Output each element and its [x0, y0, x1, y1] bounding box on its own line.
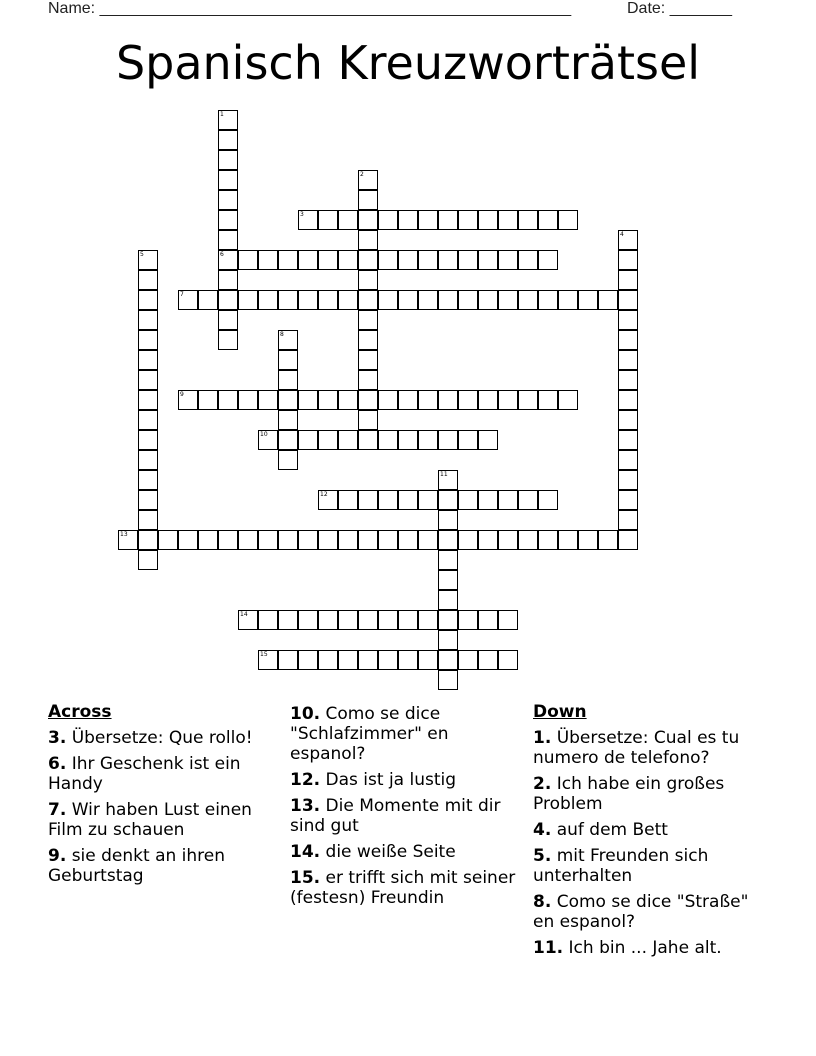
grid-cell[interactable]: [418, 490, 438, 510]
grid-cell[interactable]: [438, 550, 458, 570]
grid-cell[interactable]: [618, 250, 638, 270]
grid-cell[interactable]: [418, 650, 438, 670]
grid-cell[interactable]: [538, 290, 558, 310]
grid-cell[interactable]: [438, 210, 458, 230]
grid-cell[interactable]: [618, 470, 638, 490]
grid-cell[interactable]: [378, 530, 398, 550]
grid-cell[interactable]: [178, 390, 198, 410]
grid-cell[interactable]: [338, 650, 358, 670]
grid-cell[interactable]: [138, 370, 158, 390]
grid-cell[interactable]: [378, 390, 398, 410]
grid-cell[interactable]: [358, 270, 378, 290]
grid-cell[interactable]: [358, 530, 378, 550]
grid-cell[interactable]: [478, 610, 498, 630]
grid-cell[interactable]: [138, 550, 158, 570]
down-clue-2: 2. Ich habe ein großes Problem: [533, 774, 725, 814]
across-clue-14: 14. die weiße Seite: [290, 842, 456, 862]
grid-cell[interactable]: [318, 650, 338, 670]
grid-cell[interactable]: [438, 430, 458, 450]
grid-cell[interactable]: [458, 610, 478, 630]
grid-cell[interactable]: [238, 250, 258, 270]
grid-cell[interactable]: [538, 210, 558, 230]
grid-cell[interactable]: [478, 390, 498, 410]
grid-cell[interactable]: [378, 650, 398, 670]
grid-cell[interactable]: [618, 430, 638, 450]
grid-cell[interactable]: [338, 290, 358, 310]
grid-cell[interactable]: [398, 530, 418, 550]
cell-number: 13: [120, 531, 128, 538]
date-field[interactable]: Date: _______: [627, 0, 732, 17]
grid-cell[interactable]: [398, 250, 418, 270]
grid-cell[interactable]: [498, 650, 518, 670]
grid-cell[interactable]: [198, 290, 218, 310]
cell-number: 12: [320, 491, 328, 498]
grid-cell[interactable]: [358, 230, 378, 250]
cell-number: 3: [300, 211, 304, 218]
grid-cell[interactable]: [278, 650, 298, 670]
grid-cell[interactable]: [298, 210, 318, 230]
grid-cell[interactable]: [318, 490, 338, 510]
grid-cell[interactable]: [138, 250, 158, 270]
grid-cell[interactable]: [138, 310, 158, 330]
grid-cell[interactable]: [218, 130, 238, 150]
grid-cell[interactable]: [138, 410, 158, 430]
grid-cell[interactable]: [518, 390, 538, 410]
down-clue-1: 1. Übersetze: Cual es tu numero de telefono?: [533, 728, 740, 768]
grid-cell[interactable]: [618, 450, 638, 470]
grid-cell[interactable]: [618, 490, 638, 510]
grid-cell[interactable]: [138, 470, 158, 490]
grid-cell[interactable]: [358, 250, 378, 270]
grid-cell[interactable]: [298, 250, 318, 270]
grid-cell[interactable]: [258, 530, 278, 550]
grid-cell[interactable]: [358, 650, 378, 670]
grid-cell[interactable]: [378, 610, 398, 630]
grid-cell[interactable]: [138, 270, 158, 290]
grid-cell[interactable]: [358, 610, 378, 630]
cell-number: 2: [360, 171, 364, 178]
across-clue-13: 13. Die Momente mit dir sind gut: [290, 796, 501, 836]
grid-cell[interactable]: [338, 430, 358, 450]
grid-cell[interactable]: [398, 610, 418, 630]
grid-cell[interactable]: [238, 290, 258, 310]
grid-cell[interactable]: [438, 650, 458, 670]
grid-cell[interactable]: [138, 430, 158, 450]
grid-cell[interactable]: [438, 630, 458, 650]
across-clue-3: 3. Übersetze: Que rollo!: [48, 728, 253, 748]
grid-cell[interactable]: [618, 330, 638, 350]
grid-cell[interactable]: [118, 530, 138, 550]
grid-cell[interactable]: [458, 210, 478, 230]
grid-cell[interactable]: [358, 430, 378, 450]
grid-cell[interactable]: [178, 290, 198, 310]
grid-cell[interactable]: [318, 210, 338, 230]
grid-cell[interactable]: [618, 230, 638, 250]
grid-cell[interactable]: [478, 530, 498, 550]
grid-cell[interactable]: [418, 610, 438, 630]
grid-cell[interactable]: [318, 430, 338, 450]
across-heading: Across: [48, 702, 112, 722]
grid-cell[interactable]: [138, 350, 158, 370]
grid-cell[interactable]: [358, 330, 378, 350]
cell-number: 11: [440, 471, 448, 478]
grid-cell[interactable]: [358, 190, 378, 210]
grid-cell[interactable]: [518, 250, 538, 270]
page-title: Spanisch Kreuzworträtsel: [115, 36, 701, 90]
grid-cell[interactable]: [478, 430, 498, 450]
grid-cell[interactable]: [198, 390, 218, 410]
grid-cell[interactable]: [238, 390, 258, 410]
across-clue-15: 15. er trifft sich mit seiner (festesn) Freundin: [290, 868, 516, 908]
across-clues-column-continued: [290, 704, 520, 914]
down-clue-5: 5. mit Freunden sich unterhalten: [533, 846, 709, 886]
grid-cell[interactable]: [438, 250, 458, 270]
grid-cell[interactable]: [338, 210, 358, 230]
cell-number: 10: [260, 431, 268, 438]
grid-cell[interactable]: [358, 210, 378, 230]
grid-cell[interactable]: [418, 290, 438, 310]
grid-cell[interactable]: [518, 210, 538, 230]
grid-cell[interactable]: [338, 610, 358, 630]
grid-cell[interactable]: [318, 390, 338, 410]
grid-cell[interactable]: [178, 530, 198, 550]
grid-cell[interactable]: [218, 390, 238, 410]
grid-cell[interactable]: [338, 250, 358, 270]
grid-cell[interactable]: [378, 250, 398, 270]
grid-cell[interactable]: [138, 510, 158, 530]
grid-cell[interactable]: [418, 250, 438, 270]
grid-cell[interactable]: [138, 390, 158, 410]
grid-cell[interactable]: [218, 310, 238, 330]
grid-cell[interactable]: [498, 290, 518, 310]
grid-cell[interactable]: [618, 270, 638, 290]
grid-cell[interactable]: [418, 210, 438, 230]
grid-cell[interactable]: [218, 530, 238, 550]
down-clue-11: 11. Ich bin ... Jahe alt.: [533, 938, 722, 958]
grid-cell[interactable]: [298, 610, 318, 630]
grid-cell[interactable]: [298, 290, 318, 310]
grid-cell[interactable]: [378, 210, 398, 230]
grid-cell[interactable]: [378, 490, 398, 510]
grid-cell[interactable]: [498, 530, 518, 550]
across-clue-12: 12. Das ist ja lustig: [290, 770, 457, 790]
grid-cell[interactable]: [438, 590, 458, 610]
down-clue-8: 8. Como se dice "Straße" en espanol?: [533, 892, 749, 932]
across-clues-column: [48, 702, 278, 892]
grid-cell[interactable]: [438, 390, 458, 410]
grid-cell[interactable]: [418, 430, 438, 450]
grid-cell[interactable]: [298, 650, 318, 670]
grid-cell[interactable]: [398, 390, 418, 410]
grid-cell[interactable]: [338, 390, 358, 410]
grid-cell[interactable]: [218, 150, 238, 170]
across-clue-9: 9. sie denkt an ihren Geburtstag: [48, 846, 226, 886]
grid-cell[interactable]: [478, 490, 498, 510]
grid-cell[interactable]: [438, 470, 458, 490]
grid-cell[interactable]: [438, 670, 458, 690]
grid-cell[interactable]: [618, 370, 638, 390]
grid-cell[interactable]: [398, 290, 418, 310]
grid-cell[interactable]: [238, 610, 258, 630]
grid-cell[interactable]: [298, 430, 318, 450]
grid-cell[interactable]: [438, 570, 458, 590]
across-clue-7: 7. Wir haben Lust einen Film zu schauen: [48, 800, 252, 840]
grid-cell[interactable]: [458, 650, 478, 670]
grid-cell[interactable]: [138, 290, 158, 310]
grid-cell[interactable]: [318, 250, 338, 270]
grid-cell[interactable]: [138, 490, 158, 510]
grid-cell[interactable]: [278, 430, 298, 450]
grid-cell[interactable]: [498, 210, 518, 230]
cell-number: 8: [280, 331, 284, 338]
grid-cell[interactable]: [278, 330, 298, 350]
grid-cell[interactable]: [618, 350, 638, 370]
grid-cell[interactable]: [138, 530, 158, 550]
grid-cell[interactable]: [278, 290, 298, 310]
grid-cell[interactable]: [538, 490, 558, 510]
grid-cell[interactable]: [278, 610, 298, 630]
down-heading: Down: [533, 702, 587, 722]
grid-cell[interactable]: [378, 290, 398, 310]
grid-cell[interactable]: [338, 530, 358, 550]
grid-cell[interactable]: [458, 250, 478, 270]
grid-cell[interactable]: [218, 330, 238, 350]
grid-cell[interactable]: [238, 530, 258, 550]
grid-cell[interactable]: [278, 410, 298, 430]
grid-cell[interactable]: [358, 350, 378, 370]
down-clues-column: [533, 702, 763, 964]
grid-cell[interactable]: [598, 530, 618, 550]
grid-cell[interactable]: [558, 390, 578, 410]
grid-cell[interactable]: [298, 390, 318, 410]
grid-cell[interactable]: [318, 530, 338, 550]
cell-number: 15: [260, 651, 268, 658]
grid-cell[interactable]: [278, 350, 298, 370]
grid-cell[interactable]: [438, 290, 458, 310]
grid-cell[interactable]: [278, 530, 298, 550]
grid-cell[interactable]: [618, 410, 638, 430]
grid-cell[interactable]: [158, 530, 178, 550]
grid-cell[interactable]: [418, 390, 438, 410]
grid-cell[interactable]: [458, 390, 478, 410]
grid-cell[interactable]: [258, 650, 278, 670]
grid-cell[interactable]: [278, 450, 298, 470]
grid-cell[interactable]: [478, 650, 498, 670]
grid-cell[interactable]: [438, 610, 458, 630]
grid-cell[interactable]: [198, 530, 218, 550]
grid-cell[interactable]: [578, 290, 598, 310]
grid-cell[interactable]: [138, 450, 158, 470]
grid-cell[interactable]: [478, 290, 498, 310]
grid-cell[interactable]: [478, 250, 498, 270]
grid-cell[interactable]: [338, 490, 358, 510]
grid-cell[interactable]: [538, 530, 558, 550]
grid-cell[interactable]: [358, 490, 378, 510]
grid-cell[interactable]: [538, 250, 558, 270]
grid-cell[interactable]: [558, 530, 578, 550]
cell-number: 9: [180, 391, 184, 398]
grid-cell[interactable]: [358, 410, 378, 430]
grid-cell[interactable]: [618, 530, 638, 550]
grid-cell[interactable]: [558, 290, 578, 310]
grid-cell[interactable]: [318, 610, 338, 630]
grid-cell[interactable]: [218, 290, 238, 310]
grid-cell[interactable]: [498, 490, 518, 510]
grid-cell[interactable]: [258, 610, 278, 630]
grid-cell[interactable]: [558, 210, 578, 230]
grid-cell[interactable]: [258, 290, 278, 310]
grid-cell[interactable]: [358, 390, 378, 410]
grid-cell[interactable]: [458, 290, 478, 310]
grid-cell[interactable]: [278, 250, 298, 270]
grid-cell[interactable]: [358, 370, 378, 390]
grid-cell[interactable]: [318, 290, 338, 310]
grid-cell[interactable]: [358, 170, 378, 190]
grid-cell[interactable]: [438, 510, 458, 530]
grid-cell[interactable]: [218, 270, 238, 290]
grid-cell[interactable]: [518, 290, 538, 310]
grid-cell[interactable]: [218, 230, 238, 250]
grid-cell[interactable]: [438, 530, 458, 550]
grid-cell[interactable]: [358, 310, 378, 330]
across-clue-10: 10. Como se dice "Schlafzimmer" en espanol?: [290, 704, 449, 764]
grid-cell[interactable]: [358, 290, 378, 310]
down-clue-4: 4. auf dem Bett: [533, 820, 668, 840]
grid-cell[interactable]: [218, 250, 238, 270]
grid-cell[interactable]: [258, 250, 278, 270]
grid-cell[interactable]: [398, 210, 418, 230]
cell-number: 7: [180, 291, 184, 298]
grid-cell[interactable]: [138, 330, 158, 350]
grid-cell[interactable]: [498, 250, 518, 270]
grid-cell[interactable]: [618, 310, 638, 330]
name-field[interactable]: Name: _____________________________________________________: [48, 0, 572, 17]
grid-cell[interactable]: [618, 390, 638, 410]
cell-number: 5: [140, 251, 144, 258]
grid-cell[interactable]: [498, 610, 518, 630]
grid-cell[interactable]: [518, 530, 538, 550]
cell-number: 14: [240, 611, 248, 618]
across-clue-6: 6. Ihr Geschenk ist ein Handy: [48, 754, 241, 794]
grid-cell[interactable]: [418, 530, 438, 550]
grid-cell[interactable]: [478, 210, 498, 230]
grid-cell[interactable]: [218, 110, 238, 130]
grid-cell[interactable]: [578, 530, 598, 550]
grid-cell[interactable]: [398, 650, 418, 670]
grid-cell[interactable]: [538, 390, 558, 410]
grid-cell[interactable]: [258, 430, 278, 450]
grid-cell[interactable]: [278, 390, 298, 410]
grid-cell[interactable]: [218, 210, 238, 230]
grid-cell[interactable]: [618, 290, 638, 310]
grid-cell[interactable]: [458, 490, 478, 510]
grid-cell[interactable]: [298, 530, 318, 550]
cell-number: 6: [220, 251, 224, 258]
grid-cell[interactable]: [218, 190, 238, 210]
grid-cell[interactable]: [278, 370, 298, 390]
grid-cell[interactable]: [518, 490, 538, 510]
cell-number: 1: [220, 111, 224, 118]
grid-cell[interactable]: [458, 530, 478, 550]
grid-cell[interactable]: [258, 390, 278, 410]
grid-cell[interactable]: [378, 430, 398, 450]
grid-cell[interactable]: [438, 490, 458, 510]
grid-cell[interactable]: [398, 490, 418, 510]
grid-cell[interactable]: [598, 290, 618, 310]
cell-number: 4: [620, 231, 624, 238]
grid-cell[interactable]: [398, 430, 418, 450]
grid-cell[interactable]: [498, 390, 518, 410]
grid-cell[interactable]: [218, 170, 238, 190]
grid-cell[interactable]: [458, 430, 478, 450]
grid-cell[interactable]: [618, 510, 638, 530]
